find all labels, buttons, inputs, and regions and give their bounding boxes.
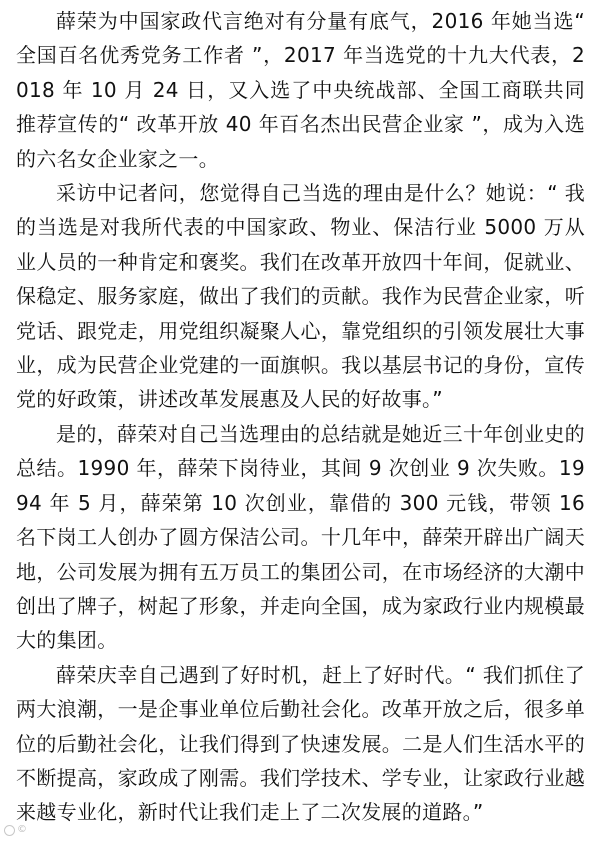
watermark: [4, 824, 27, 836]
paragraph-1: 薛荣为中国家政代言绝对有分量有底气，2016 年她当选“ 全国百名优秀党务工作者 ”，2017 年当选党的十九大代表，2018 年 10 月 24 日，又入选了中央统战部、全国工商联共同推荐宣传的“ 改革开放 40 年百名杰出民营企业家 ”，成为入选的六名女企业家之一。: [16, 9, 585, 171]
paragraph-3: 是的，薛荣对自己当选理由的总结就是她近三十年创业史的总结。1990 年，薛荣下岗待业，其间 9 次创业 9 次失败。1994 年 5 月，薛荣第 10 次创业，靠借的 300 元钱，带领 16 名下岗工人创办了圆方保洁公司。十几年中，薛荣开辟出广阔天地，公司发展为拥有五万员工的集团公司，在市场经济的大潮中创出了牌子，树起了形象，并走向全国，成为家政行业内规模最大的集团。: [16, 421, 585, 653]
paragraph-4: 薛荣庆幸自己遇到了好时机，赶上了好时代。“ 我们抓住了两大浪潮，一是企事业单位后勤社会化。改革开放之后，很多单位的后勤社会化，让我们得到了快速发展。二是人们生活水平的不断提高，家政成了刚需。我们学技术、学专业，让家政行业越来越专业化，新时代让我们走上了二次发展的道路。”: [16, 662, 585, 825]
watermark-text: ©: [17, 824, 27, 835]
paragraph-2: 采访中记者问，您觉得自己当选的理由是什么？她说：“ 我的当选是对我所代表的中国家政、物业、保洁行业 5000 万从业人员的一种肯定和褒奖。我们在改革开放四十年间，促就业、保稳定、服务家庭，做出了我们的贡献。我作为民营企业家，听党话、跟党走，用党组织凝聚人心，靠党组织的引领发展壮大事业，成为民营企业党建的一面旗帜。我以基层书记的身份，宣传党的好政策，讲述改革发展惠及人民的好故事。”: [16, 181, 585, 412]
watermark-logo-icon: [4, 825, 15, 836]
